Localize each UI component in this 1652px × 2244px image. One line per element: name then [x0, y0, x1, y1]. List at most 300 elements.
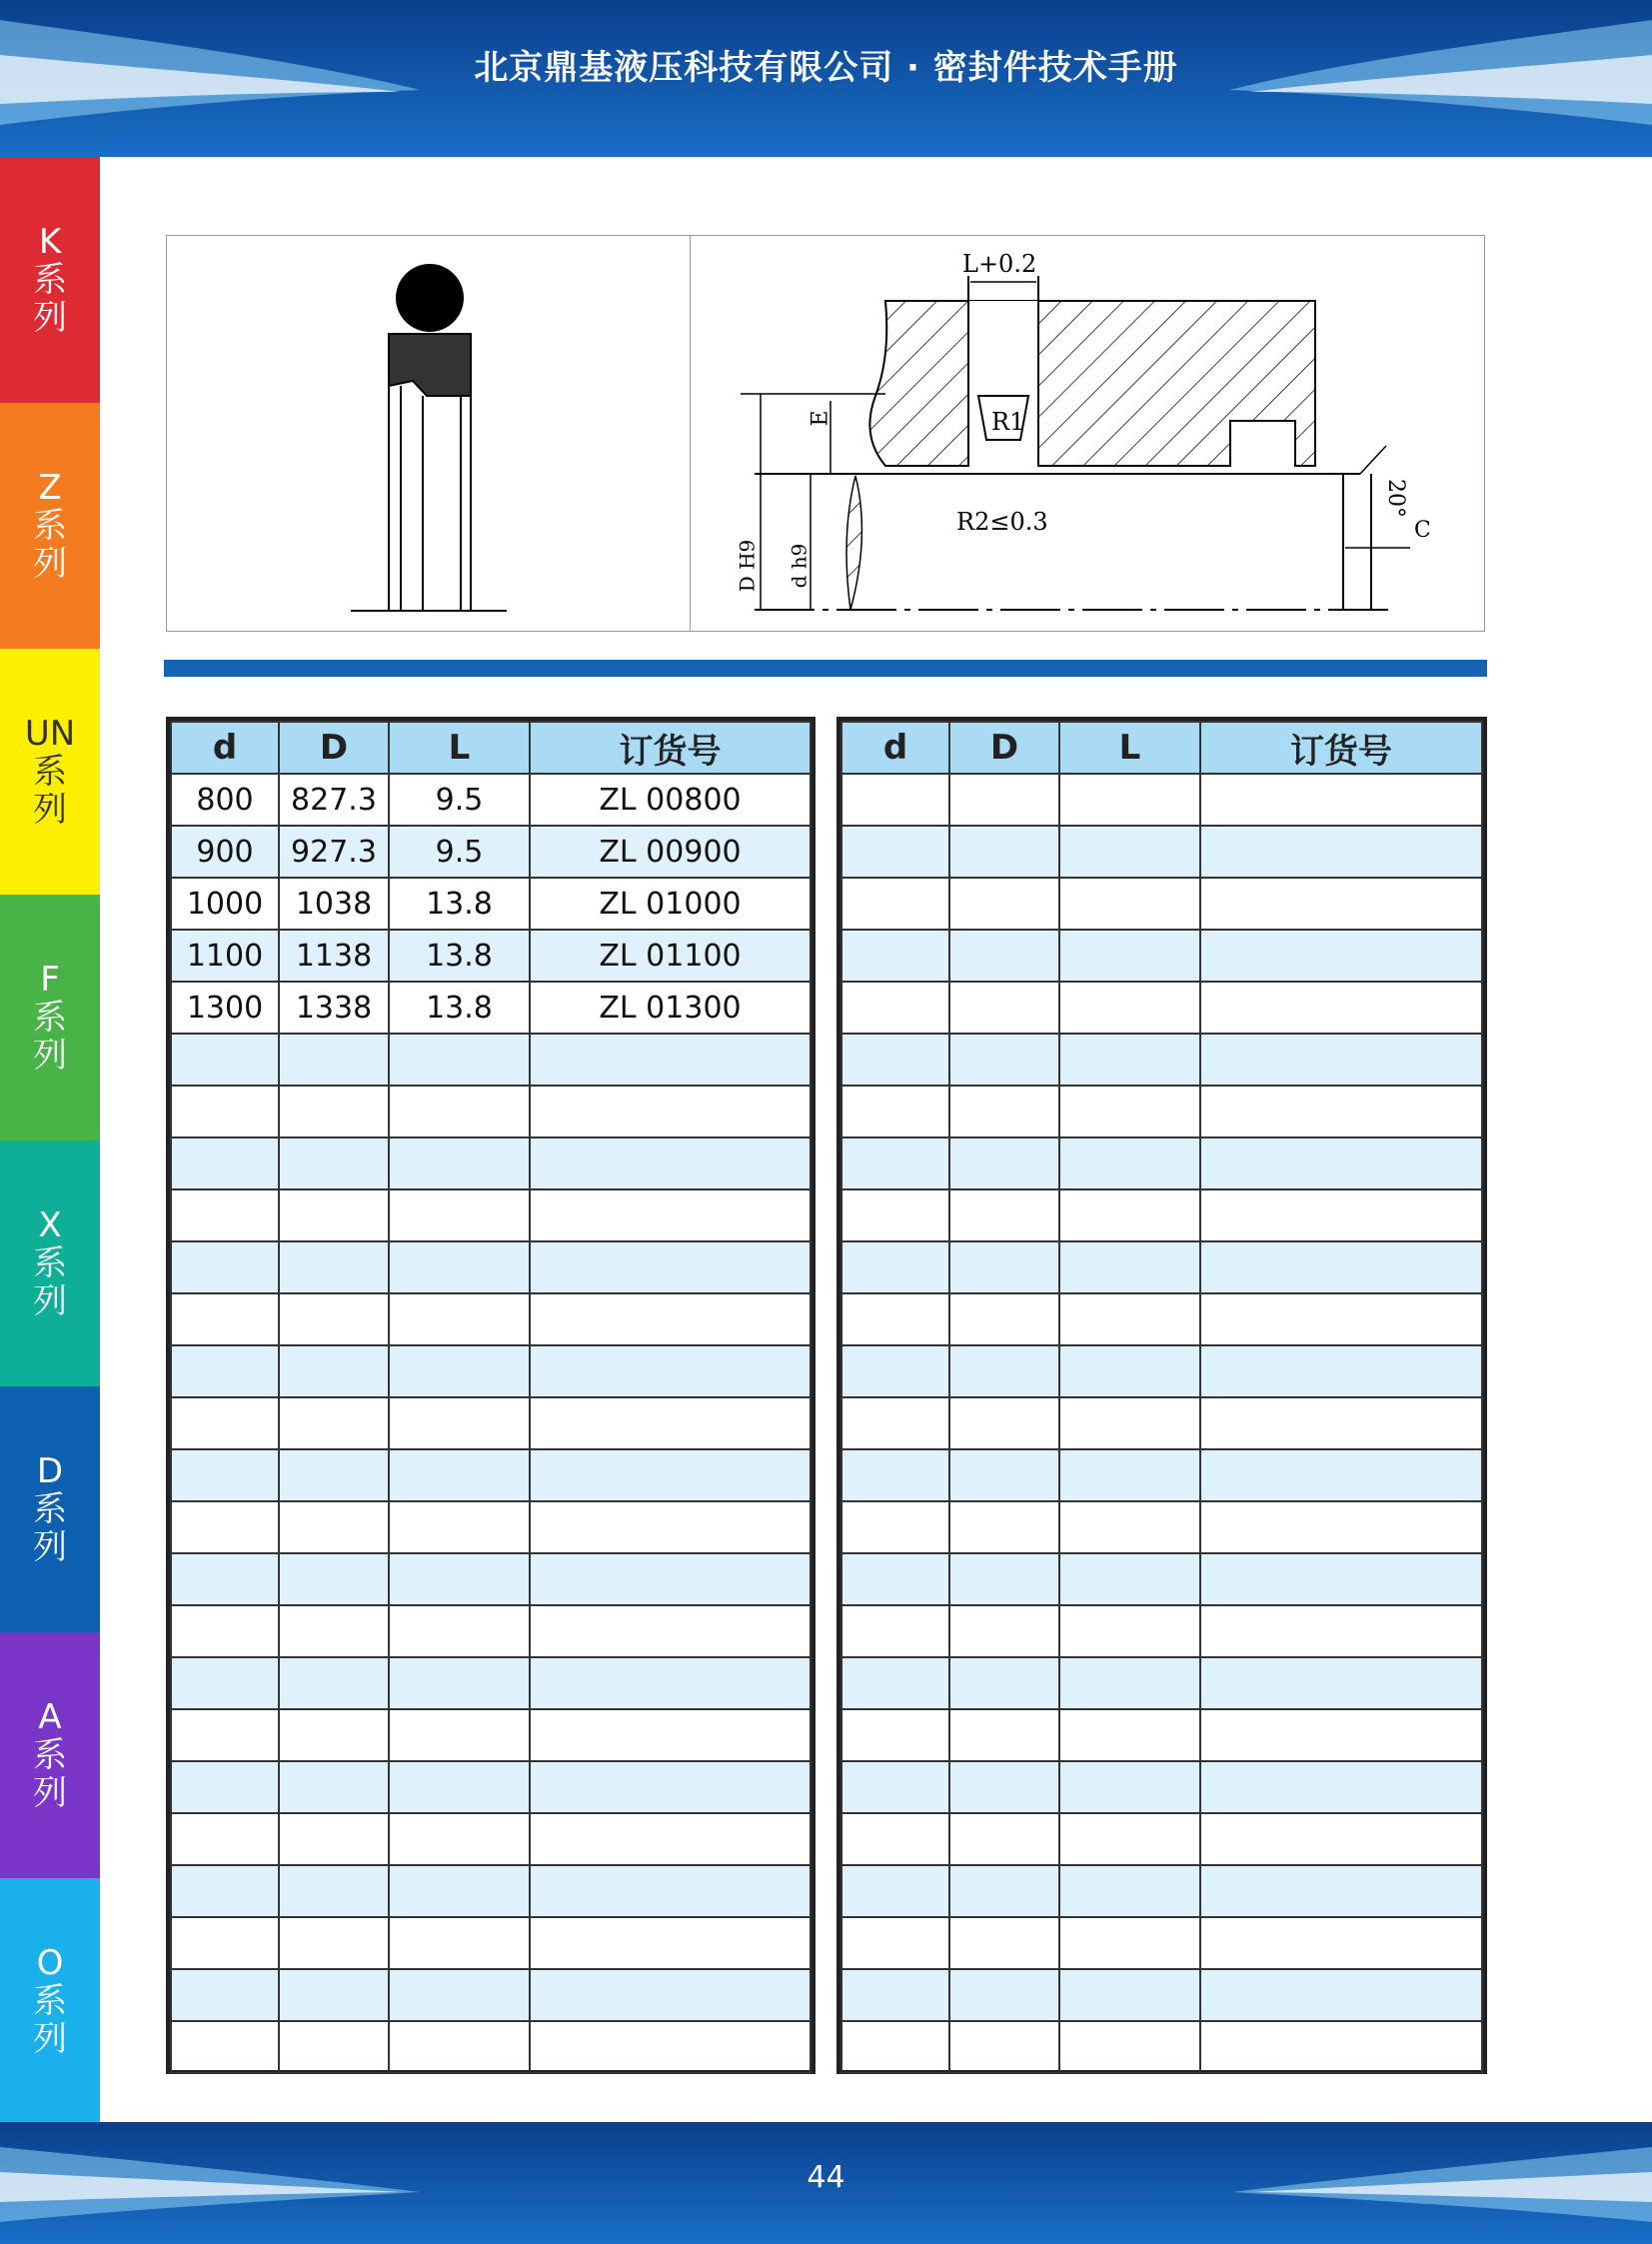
table-cell [841, 1865, 949, 1917]
table-row [841, 1709, 1482, 1761]
table-cell [171, 1657, 279, 1709]
table-cell [1200, 1345, 1482, 1397]
table-cell [389, 1397, 530, 1449]
table-cell [1200, 1397, 1482, 1449]
table-row [171, 1865, 811, 1917]
label-angle: 20° [1383, 479, 1408, 518]
table-cell [841, 1553, 949, 1605]
table-cell [949, 1969, 1059, 2021]
table-cell [279, 1137, 389, 1189]
table-cell [1200, 2021, 1482, 2073]
table-cell [171, 1034, 279, 1086]
series-tab-label: O [36, 1943, 64, 1983]
table-header-row [171, 722, 811, 774]
table-row [171, 1293, 811, 1345]
table-cell [841, 1605, 949, 1657]
table-cell [841, 1189, 949, 1241]
table-cell [1200, 1034, 1482, 1086]
series-tab-label: 列 [33, 1281, 67, 1321]
table-cell [949, 1345, 1059, 1397]
table-cell [949, 1553, 1059, 1605]
table-row [841, 1397, 1482, 1449]
series-tab-label: 系 [33, 506, 67, 546]
table-cell [1200, 1553, 1482, 1605]
table-row [841, 1345, 1482, 1397]
table-cell [171, 1761, 279, 1813]
table-cell [171, 1813, 279, 1865]
table-cell [949, 1709, 1059, 1761]
table-cell [841, 826, 949, 878]
table-row [171, 982, 811, 1034]
table-row [171, 1501, 811, 1553]
table-cell [1059, 1397, 1200, 1449]
table-cell [389, 1034, 530, 1086]
table-cell [389, 1137, 530, 1189]
table-cell [1059, 1657, 1200, 1709]
table-cell [1200, 1293, 1482, 1345]
table-cell [1200, 1709, 1482, 1761]
table-cell [949, 1137, 1059, 1189]
column-header: L [389, 722, 530, 774]
table-cell [841, 774, 949, 826]
table-cell [279, 1397, 389, 1449]
series-tab-label: X [38, 1205, 62, 1245]
table-cell [389, 2021, 530, 2073]
table-cell [1059, 1969, 1200, 2021]
table-cell [841, 1241, 949, 1293]
table-cell [949, 1657, 1059, 1709]
table-cell [530, 1813, 811, 1865]
table-cell [1059, 1034, 1200, 1086]
table-cell [530, 1034, 811, 1086]
size-table-left [166, 717, 816, 2074]
table-cell [279, 1189, 389, 1241]
column-header: 订货号 [1200, 722, 1482, 774]
table-row [171, 1397, 811, 1449]
table-row [841, 1969, 1482, 2021]
table-row [171, 1086, 811, 1137]
table-cell [171, 1605, 279, 1657]
table-cell [530, 1969, 811, 2021]
table-cell: ZL 01300 [530, 982, 811, 1034]
series-tab-label: 列 [33, 2019, 67, 2059]
label-bore: D H9 [735, 539, 760, 593]
series-tab-label: 系 [33, 1981, 67, 2021]
table-cell [530, 1137, 811, 1189]
table-cell [841, 1034, 949, 1086]
table-cell [171, 1553, 279, 1605]
table-row [841, 1293, 1482, 1345]
table-row [841, 1553, 1482, 1605]
table-cell [171, 1969, 279, 2021]
table-cell [1200, 826, 1482, 878]
series-tab-7[interactable] [0, 1878, 100, 2124]
series-tab-label: 列 [33, 298, 67, 338]
table-cell: ZL 00800 [530, 774, 811, 826]
table-cell: 900 [171, 826, 279, 878]
table-cell [949, 1397, 1059, 1449]
table-row [841, 1501, 1482, 1553]
label-r2: R2≤0.3 [956, 508, 1048, 536]
table-row [171, 2021, 811, 2073]
series-tab-label: Z [38, 468, 62, 508]
table-cell [389, 1293, 530, 1345]
table-row [841, 1034, 1482, 1086]
table-cell [530, 1501, 811, 1553]
table-row [841, 1137, 1482, 1189]
table-row [171, 1657, 811, 1709]
label-chamfer: C [1414, 518, 1431, 543]
series-tab-label: 系 [33, 752, 67, 792]
table-cell [389, 1241, 530, 1293]
table-cell [949, 1293, 1059, 1345]
table-cell [1059, 982, 1200, 1034]
table-cell [1059, 1189, 1200, 1241]
table-cell [841, 1293, 949, 1345]
table-cell [1200, 878, 1482, 930]
series-tab-label: UN [24, 714, 76, 754]
table-row [171, 1345, 811, 1397]
size-table-right [836, 717, 1487, 2074]
table-cell [1059, 878, 1200, 930]
table-cell [1059, 1449, 1200, 1501]
table-cell [279, 1969, 389, 2021]
table-row [171, 1449, 811, 1501]
table-cell [1059, 1293, 1200, 1345]
table-cell [1200, 1241, 1482, 1293]
table-cell [171, 1709, 279, 1761]
table-cell [279, 1813, 389, 1865]
table-row [841, 1086, 1482, 1137]
table-cell [841, 1449, 949, 1501]
table-cell [949, 1605, 1059, 1657]
table-row [171, 1969, 811, 2021]
series-sidebar [0, 157, 100, 2124]
table-cell [949, 1501, 1059, 1553]
table-cell [841, 1501, 949, 1553]
table-cell [1059, 1605, 1200, 1657]
table-cell [1200, 1657, 1482, 1709]
table-cell [1200, 930, 1482, 982]
table-cell [949, 1813, 1059, 1865]
table-cell [171, 1189, 279, 1241]
table-cell [530, 1241, 811, 1293]
table-cell [1059, 1761, 1200, 1813]
table-header-row [841, 722, 1482, 774]
table-cell [1200, 1969, 1482, 2021]
table-cell [389, 1449, 530, 1501]
series-tab-label: F [40, 960, 60, 1000]
table-row [841, 774, 1482, 826]
table-row [171, 1917, 811, 1969]
table-cell [389, 1501, 530, 1553]
table-cell [530, 1449, 811, 1501]
table-cell [949, 826, 1059, 878]
table-cell [1200, 1501, 1482, 1553]
table-cell [1200, 1605, 1482, 1657]
table-row [171, 1813, 811, 1865]
table-cell: ZL 01100 [530, 930, 811, 982]
table-row [171, 774, 811, 826]
table-cell [389, 1761, 530, 1813]
table-cell [949, 878, 1059, 930]
table-cell [530, 1345, 811, 1397]
series-tab-1[interactable] [0, 403, 100, 649]
table-cell: 1300 [171, 982, 279, 1034]
table-cell: 9.5 [389, 774, 530, 826]
series-tab-4[interactable] [0, 1140, 100, 1386]
table-row [841, 878, 1482, 930]
table-cell [530, 1293, 811, 1345]
table-row [171, 1189, 811, 1241]
table-cell [279, 1865, 389, 1917]
table-row [841, 982, 1482, 1034]
table-cell [949, 1449, 1059, 1501]
table-cell [530, 1605, 811, 1657]
table-cell [1059, 1709, 1200, 1761]
table-cell: 1100 [171, 930, 279, 982]
table-cell [1059, 826, 1200, 878]
table-cell [389, 1345, 530, 1397]
table-cell [1059, 1501, 1200, 1553]
table-cell: 1138 [279, 930, 389, 982]
table-cell [389, 1657, 530, 1709]
table-cell [949, 1086, 1059, 1137]
table-cell [949, 982, 1059, 1034]
table-row [841, 826, 1482, 878]
series-tab-label: K [38, 222, 62, 262]
table-row [841, 1189, 1482, 1241]
table-cell [389, 1605, 530, 1657]
table-cell [841, 1397, 949, 1449]
table-cell [1059, 2021, 1200, 2073]
table-cell [841, 1917, 949, 1969]
table-cell [171, 1501, 279, 1553]
series-tab-5[interactable] [0, 1386, 100, 1632]
table-row [171, 878, 811, 930]
table-cell [171, 1086, 279, 1137]
table-row [171, 1034, 811, 1086]
table-row [171, 1761, 811, 1813]
table-cell [389, 1189, 530, 1241]
table-cell: 13.8 [389, 982, 530, 1034]
column-header: D [949, 722, 1059, 774]
table-cell [1059, 930, 1200, 982]
table-cell [949, 2021, 1059, 2073]
series-tab-label: 系 [33, 1489, 67, 1529]
table-cell [279, 1917, 389, 1969]
table-cell [171, 1293, 279, 1345]
table-row [841, 1605, 1482, 1657]
series-tab-label: 列 [33, 1527, 67, 1567]
table-cell [279, 1761, 389, 1813]
footer-banner [0, 2122, 1652, 2244]
table-cell [841, 2021, 949, 2073]
series-tab-0[interactable] [0, 157, 100, 403]
table-row [841, 1657, 1482, 1709]
table-cell [1200, 1086, 1482, 1137]
table-cell [389, 1917, 530, 1969]
table-cell [841, 878, 949, 930]
table-row [841, 1813, 1482, 1865]
table-cell [1200, 1865, 1482, 1917]
table-cell [279, 1605, 389, 1657]
table-row [841, 1449, 1482, 1501]
label-e: E [808, 410, 833, 427]
table-row [171, 1137, 811, 1189]
series-tab-label: D [36, 1451, 64, 1491]
table-cell [841, 1761, 949, 1813]
table-cell [279, 1501, 389, 1553]
table-cell [389, 1709, 530, 1761]
table-cell [1200, 1189, 1482, 1241]
seal-profile-drawing [167, 236, 689, 631]
table-row [841, 1761, 1482, 1813]
column-header: D [279, 722, 389, 774]
table-cell [1200, 1449, 1482, 1501]
table-cell [171, 2021, 279, 2073]
table-cell [279, 1553, 389, 1605]
series-tab-label: 列 [33, 1773, 67, 1813]
table-cell: 1000 [171, 878, 279, 930]
series-tab-6[interactable] [0, 1632, 100, 1878]
table-cell [1059, 1241, 1200, 1293]
table-row [171, 1553, 811, 1605]
table-cell [171, 1137, 279, 1189]
table-cell [1059, 1086, 1200, 1137]
column-header: d [171, 722, 279, 774]
table-cell [1200, 1137, 1482, 1189]
table-cell [171, 1449, 279, 1501]
table-cell [389, 1813, 530, 1865]
table-cell [279, 1449, 389, 1501]
table-cell [171, 1397, 279, 1449]
table-cell [841, 1813, 949, 1865]
label-groove-width: L+0.2 [962, 250, 1037, 278]
table-cell [949, 1917, 1059, 1969]
table-cell [1200, 1917, 1482, 1969]
table-cell [1059, 1137, 1200, 1189]
table-cell [279, 1657, 389, 1709]
table-cell [389, 1553, 530, 1605]
table-cell: ZL 01000 [530, 878, 811, 930]
column-header: L [1059, 722, 1200, 774]
table-row [841, 1241, 1482, 1293]
column-header: d [841, 722, 949, 774]
table-cell: 827.3 [279, 774, 389, 826]
table-cell [530, 1086, 811, 1137]
table-cell [530, 1189, 811, 1241]
series-tab-label: 系 [33, 1243, 67, 1283]
table-cell [841, 1137, 949, 1189]
table-cell [949, 930, 1059, 982]
table-cell [1059, 1917, 1200, 1969]
table-cell [171, 1865, 279, 1917]
table-cell [1200, 1813, 1482, 1865]
table-cell [279, 2021, 389, 2073]
table-cell [1200, 982, 1482, 1034]
table-cell [1059, 1813, 1200, 1865]
table-row [841, 1865, 1482, 1917]
table-row [171, 1241, 811, 1293]
table-row [841, 2021, 1482, 2073]
table-cell [279, 1709, 389, 1761]
table-cell [389, 1865, 530, 1917]
label-shaft: d h9 [787, 543, 812, 589]
header-title: 北京鼎基液压科技有限公司 · 密封件技术手册 [474, 48, 1178, 88]
table-cell [1059, 1553, 1200, 1605]
label-r1: R1 [991, 408, 1025, 436]
table-cell [841, 1709, 949, 1761]
table-cell [530, 1657, 811, 1709]
table-cell [171, 1917, 279, 1969]
table-cell: 800 [171, 774, 279, 826]
table-row [841, 930, 1482, 982]
table-cell [530, 1397, 811, 1449]
table-cell [279, 1241, 389, 1293]
table-cell [949, 1241, 1059, 1293]
table-row [171, 826, 811, 878]
table-cell [1059, 774, 1200, 826]
table-cell [841, 1657, 949, 1709]
series-tab-3[interactable] [0, 895, 100, 1140]
table-cell: 13.8 [389, 878, 530, 930]
table-cell [171, 1345, 279, 1397]
table-cell [841, 1969, 949, 2021]
table-cell [389, 1086, 530, 1137]
table-cell [949, 1189, 1059, 1241]
series-tab-label: 系 [33, 998, 67, 1038]
table-cell [1200, 1761, 1482, 1813]
series-tab-label: 列 [33, 790, 67, 830]
series-tab-label: 列 [33, 1036, 67, 1076]
column-header: 订货号 [530, 722, 811, 774]
table-cell [279, 1345, 389, 1397]
table-row [841, 1917, 1482, 1969]
table-cell: 13.8 [389, 930, 530, 982]
section-divider [164, 660, 1487, 677]
table-cell: 9.5 [389, 826, 530, 878]
table-cell: 927.3 [279, 826, 389, 878]
table-cell [530, 1553, 811, 1605]
table-cell [530, 2021, 811, 2073]
table-cell [1059, 1865, 1200, 1917]
table-cell: ZL 00900 [530, 826, 811, 878]
table-cell [530, 1917, 811, 1969]
seal-diagram-box [166, 235, 1485, 632]
table-cell: 1338 [279, 982, 389, 1034]
table-cell [1059, 1345, 1200, 1397]
table-cell: 1038 [279, 878, 389, 930]
table-cell [949, 1761, 1059, 1813]
table-cell [279, 1086, 389, 1137]
table-cell [841, 982, 949, 1034]
table-cell [279, 1034, 389, 1086]
table-cell [279, 1293, 389, 1345]
table-cell [171, 1241, 279, 1293]
table-cell [1200, 774, 1482, 826]
table-row [171, 930, 811, 982]
table-cell [841, 1345, 949, 1397]
table-row [171, 1605, 811, 1657]
series-tab-label: 列 [33, 544, 67, 584]
table-cell [530, 1865, 811, 1917]
series-tab-2[interactable] [0, 649, 100, 895]
table-cell [949, 1034, 1059, 1086]
table-cell [530, 1761, 811, 1813]
series-tab-label: A [38, 1697, 62, 1737]
table-cell [841, 930, 949, 982]
